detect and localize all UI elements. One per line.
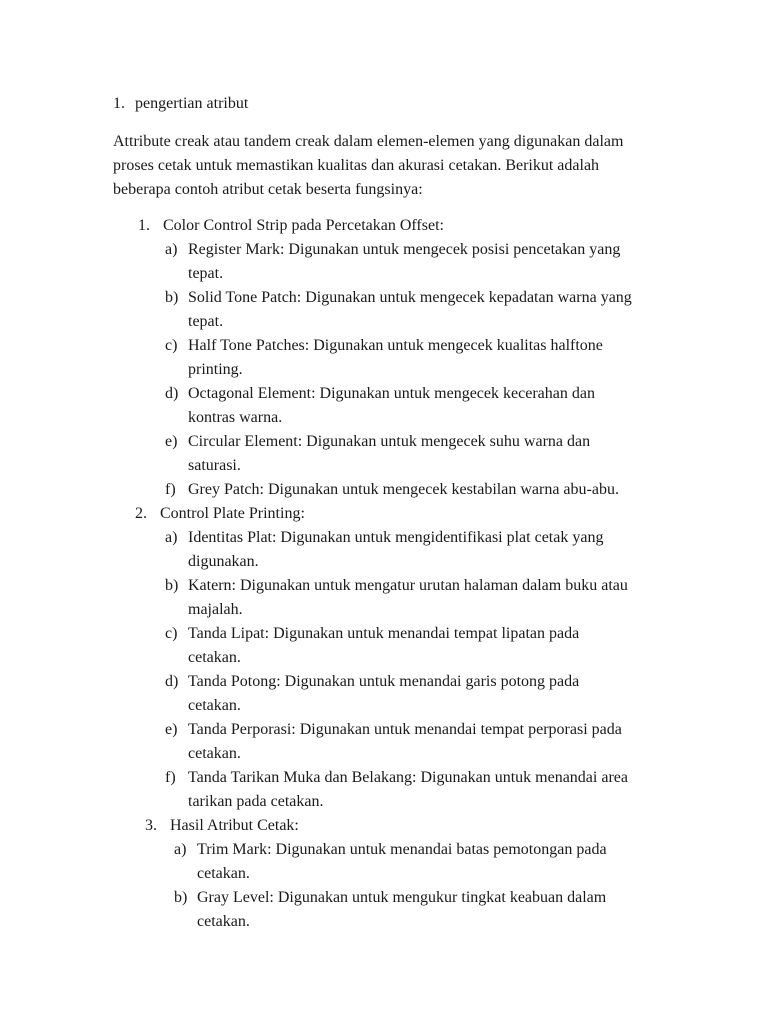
list-item-text xyxy=(197,838,689,886)
list-item xyxy=(0,478,768,502)
list-item-line: tarikan pada cetakan. xyxy=(188,793,324,810)
list-item-line: cetakan. xyxy=(197,865,250,882)
attribute-list xyxy=(0,214,768,934)
list-item-marker: d) xyxy=(165,385,179,402)
section-title-text: Hasil Atribut Cetak: xyxy=(170,817,299,834)
list-item-text xyxy=(188,286,680,334)
list-item-line: Circular Element: Digunakan untuk mengecek suhu warna dan xyxy=(188,433,591,450)
list-section xyxy=(0,502,768,814)
section-title xyxy=(0,214,768,238)
list-item-line: cetakan. xyxy=(188,745,241,762)
list-item xyxy=(0,334,768,382)
list-item-marker: f) xyxy=(165,769,176,786)
section-title-text: Color Control Strip pada Percetakan Offset: xyxy=(163,217,444,234)
list-item xyxy=(0,886,768,934)
section-number: 2. xyxy=(135,505,147,522)
list-item-line: Tanda Tarikan Muka dan Belakang: Digunakan untuk menandai area xyxy=(188,769,628,786)
list-item-marker: a) xyxy=(165,529,178,546)
list-item xyxy=(0,622,768,670)
list-item-text xyxy=(188,718,680,766)
intro-line: Attribute creak atau tandem creak dalam elemen-elemen yang digunakan dalam xyxy=(113,133,624,150)
list-item-marker: c) xyxy=(165,337,178,354)
list-item xyxy=(0,766,768,814)
list-item xyxy=(0,838,768,886)
list-item-line: Half Tone Patches: Digunakan untuk mengecek kualitas halftone xyxy=(188,337,603,354)
list-item-text xyxy=(188,478,680,502)
list-item-line: Tanda Perporasi: Digunakan untuk menandai tempat perporasi pada xyxy=(188,721,622,738)
list-item-marker: b) xyxy=(165,289,179,306)
list-item-line: cetakan. xyxy=(188,649,241,666)
section-number: 3. xyxy=(145,817,157,834)
list-item-text xyxy=(188,334,680,382)
list-item-marker: a) xyxy=(174,841,187,858)
list-item-line: Trim Mark: Digunakan untuk menandai batas pemotongan pada xyxy=(197,841,607,858)
list-item-line: kontras warna. xyxy=(188,409,283,426)
list-item-line: cetakan. xyxy=(197,913,250,930)
list-section xyxy=(0,214,768,502)
list-item-marker: b) xyxy=(165,577,179,594)
list-item-line: majalah. xyxy=(188,601,243,618)
heading-text: pengertian atribut xyxy=(135,95,249,112)
intro-line: proses cetak untuk memastikan kualitas dan akurasi cetakan. Berikut adalah xyxy=(113,157,600,174)
list-item xyxy=(0,286,768,334)
list-item-marker: e) xyxy=(165,433,178,450)
section-title-text: Control Plate Printing: xyxy=(160,505,305,522)
list-item xyxy=(0,430,768,478)
list-item-line: saturasi. xyxy=(188,457,241,474)
section-title xyxy=(0,502,768,526)
list-item-text xyxy=(188,526,680,574)
list-item-text xyxy=(188,766,680,814)
heading-number: 1. xyxy=(113,95,125,112)
list-item-marker: a) xyxy=(165,241,178,258)
list-item-marker: e) xyxy=(165,721,178,738)
list-item-marker: d) xyxy=(165,673,179,690)
list-item-text xyxy=(188,670,680,718)
list-item-line: digunakan. xyxy=(188,553,259,570)
list-item-line: Tanda Potong: Digunakan untuk menandai garis potong pada xyxy=(188,673,580,690)
list-item-line: Tanda Lipat: Digunakan untuk menandai tempat lipatan pada xyxy=(188,625,580,642)
list-item xyxy=(0,526,768,574)
list-item-line: Register Mark: Digunakan untuk mengecek posisi pencetakan yang xyxy=(188,241,621,258)
list-item-line: Grey Patch: Digunakan untuk mengecek kestabilan warna abu-abu. xyxy=(188,481,619,498)
list-item-marker: f) xyxy=(165,481,176,498)
list-item-line: cetakan. xyxy=(188,697,241,714)
list-item xyxy=(0,238,768,286)
list-item-line: printing. xyxy=(188,361,243,378)
list-section xyxy=(0,814,768,934)
list-item-line: Identitas Plat: Digunakan untuk mengidentifikasi plat cetak yang xyxy=(188,529,604,546)
list-item-marker: c) xyxy=(165,625,178,642)
list-item-line: Octagonal Element: Digunakan untuk mengecek kecerahan dan xyxy=(188,385,595,402)
list-item-text xyxy=(188,622,680,670)
list-item xyxy=(0,574,768,622)
list-item xyxy=(0,718,768,766)
list-item-line: Katern: Digunakan untuk mengatur urutan halaman dalam buku atau xyxy=(188,577,628,594)
list-item-line: tepat. xyxy=(188,265,224,282)
section-number: 1. xyxy=(138,217,150,234)
list-item-text xyxy=(188,574,680,622)
intro-line: beberapa contoh atribut cetak beserta fungsinya: xyxy=(113,181,423,198)
intro-paragraph xyxy=(113,130,703,202)
list-item-text xyxy=(197,886,689,934)
list-item xyxy=(0,382,768,430)
list-item-line: Solid Tone Patch: Digunakan untuk mengecek kepadatan warna yang xyxy=(188,289,632,306)
list-item-line: tepat. xyxy=(188,313,224,330)
list-item xyxy=(0,670,768,718)
list-item-text xyxy=(188,238,680,286)
section-heading xyxy=(113,94,248,114)
list-item-line: Gray Level: Digunakan untuk mengukur tingkat keabuan dalam xyxy=(197,889,607,906)
list-item-marker: b) xyxy=(174,889,188,906)
section-title xyxy=(0,814,768,838)
list-item-text xyxy=(188,430,680,478)
list-item-text xyxy=(188,382,680,430)
